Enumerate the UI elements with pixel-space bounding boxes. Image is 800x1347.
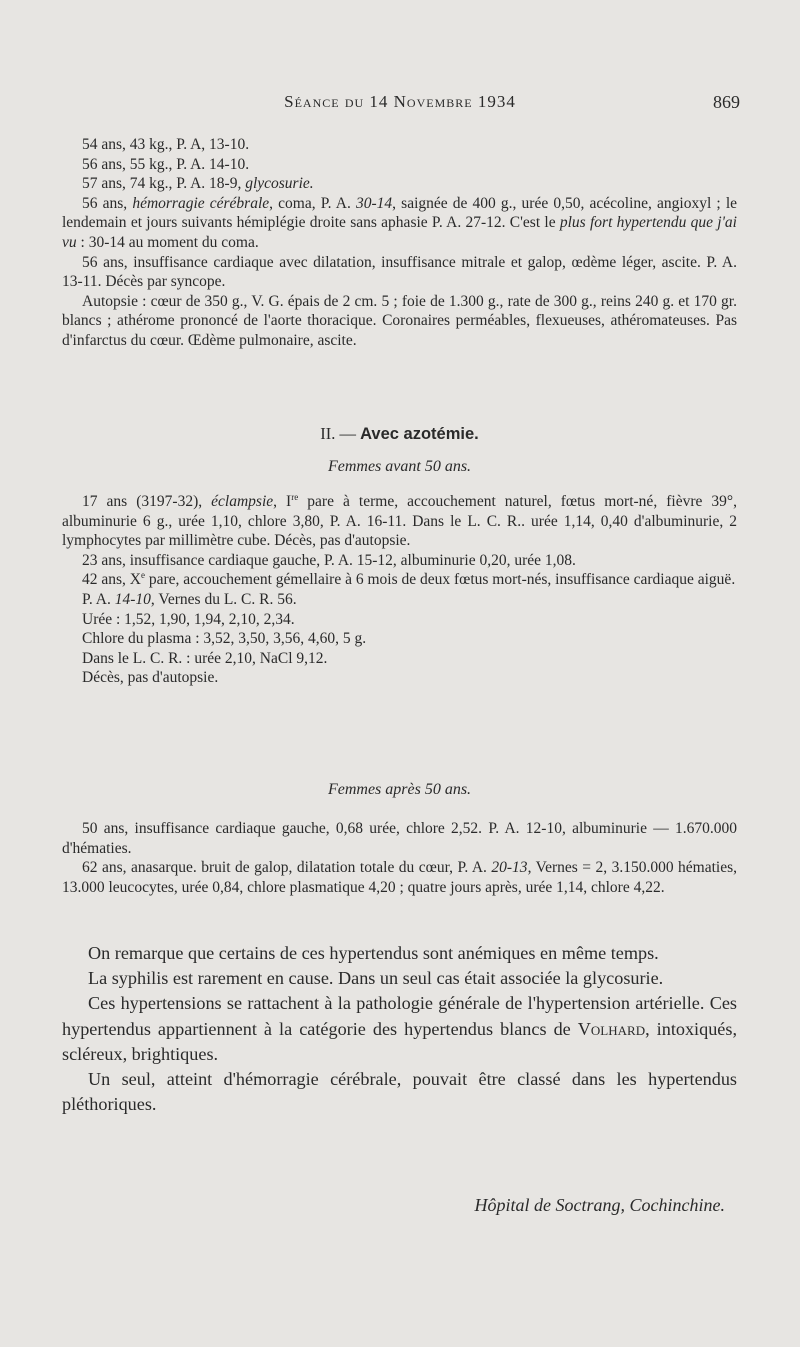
text: Décès, pas d'autopsie. <box>82 669 219 687</box>
paragraph <box>62 1067 737 1117</box>
subheading: Femmes avant 50 ans. <box>327 458 472 475</box>
paragraph <box>62 991 737 1067</box>
paragraph <box>62 135 737 155</box>
text: 57 ans, 74 kg., P. A. 18-9, <box>82 175 246 193</box>
paragraph <box>62 253 737 292</box>
text: Autopsie : cœur de 350 g., V. G. épais de 2 cm. 5 ; foie de 1.300 g., rate de 300 g., reins 240 g. et 170 gr. blancs ; athérome prononcé de l'aorte thoracique. Coronaires perméables, flexueuses, athéromateuses. Pas d'infarctus du cœur. Œdème pulmonaire, ascite. <box>62 292 737 349</box>
text: , coma, P. A. <box>269 194 356 212</box>
text: 23 ans, insuffisance cardiaque gauche, P. A. 15-12, albuminurie 0,20, urée 1,08. <box>82 551 576 569</box>
text: pare, accouchement gémellaire à 6 mois de deux fœtus mort-nés, insuffisance cardiaque aiguë. <box>144 571 736 589</box>
signature <box>62 1195 737 1216</box>
section-heading-block <box>62 424 737 444</box>
text: On remarque que certains de ces hypertendus sont anémiques en même temps. <box>88 943 659 963</box>
paragraph <box>62 941 737 966</box>
paragraph <box>62 292 737 351</box>
author-name: Volhard <box>577 1018 646 1039</box>
paragraph <box>62 966 737 991</box>
page-number: 869 <box>713 92 740 112</box>
section-heading <box>62 424 737 444</box>
paragraph <box>62 629 737 649</box>
subheading-block <box>62 458 737 476</box>
running-title: Séance du 14 Novembre 1934 <box>284 92 516 111</box>
subheading-block <box>62 781 737 799</box>
text: 56 ans, <box>82 194 133 212</box>
text: P. A. <box>82 590 115 608</box>
text: 62 ans, anasarque. bruit de galop, dilatation totale du cœur, P. A. <box>82 859 492 877</box>
text: Dans le L. C. R. : urée 2,10, NaCl 9,12. <box>82 649 328 667</box>
page-header <box>60 92 740 116</box>
subheading: Femmes après 50 ans. <box>327 781 472 798</box>
italic-text: 14-10 <box>114 590 151 608</box>
superscript: e <box>140 570 145 581</box>
text: 17 ans (3197-32), <box>82 493 212 510</box>
text: pare à terme, accouchement naturel, fœtus mort-né, fièvre 39°, albuminurie 6 g., urée 1,10, chlore 3,80, P. A. 16-11. Dans le L. C. R.. urée 1,14, 0,40 d'albuminurie, 2 lymphocytes par millimètre cube. Décès, pas d'autopsie. <box>62 493 737 550</box>
text: 50 ans, insuffisance cardiaque gauche, 0,68 urée, chlore 2,52. P. A. 12-10, albuminurie — 1.670.000 d'hématies. <box>62 820 737 857</box>
paragraph <box>62 858 737 897</box>
text: , I <box>273 493 292 510</box>
text: , Vernes = 2, 3.150.000 hématies, 13.000 leucocytes, urée 0,84, chlore plasmatique 4,20 ; quatre jours après, urée 1,14, chlore 4,22. <box>62 859 737 896</box>
case-list-women-after-50 <box>62 819 737 897</box>
paragraph <box>62 174 737 194</box>
text: , intoxiqués, scléreux, brightiques. <box>62 1018 737 1064</box>
text: : 30-14 au moment du coma. <box>76 233 259 251</box>
italic-text: 30-14 <box>356 194 393 212</box>
paragraph <box>62 668 737 688</box>
text: Hôpital de Soctrang <box>474 1195 621 1215</box>
paragraph <box>62 194 737 253</box>
text: 56 ans, insuffisance cardiaque avec dilatation, insuffisance mitrale et galop, œdème léger, ascite. P. A. 13-11. Décès par syncope. <box>62 253 737 291</box>
paragraph <box>62 551 737 571</box>
text: 54 ans, 43 kg., P. A, 13-10. <box>82 136 250 153</box>
italic-text: 20-13 <box>491 859 528 877</box>
italic-text: plus fort hypertendu que j'ai vu <box>62 214 737 251</box>
superscript: re <box>291 492 299 502</box>
text: , Vernes du L. C. R. 56. <box>150 590 297 608</box>
case-list-women-before-50 <box>62 492 737 688</box>
paragraph <box>62 570 737 590</box>
text: 42 ans, X <box>82 571 141 589</box>
text: , saignée de 400 g., urée 0,50, acécoline, angioxyl ; le lendemain et jours suivants hémiplégie droite sans aphasie P. A. 27-12. C'est le <box>62 194 738 232</box>
paragraph <box>62 155 737 175</box>
paragraph <box>62 610 737 630</box>
section-number: II. — <box>320 424 361 443</box>
paragraph <box>62 492 737 551</box>
paragraph <box>62 649 737 669</box>
conclusion-text <box>62 941 737 1117</box>
text: Urée : 1,52, 1,90, 1,94, 2,10, 2,34. <box>82 610 295 628</box>
paragraph <box>62 590 737 610</box>
paragraph <box>62 819 737 858</box>
text: La syphilis est rarement en cause. Dans un seul cas était associée la glycosurie. <box>88 968 664 989</box>
text: Un seul, atteint d'hémorragie cérébrale, pouvait être classé dans les hypertendus pléthoriques. <box>62 1069 737 1115</box>
text: Chlore du plasma : 3,52, 3,50, 3,56, 4,60, 5 g. <box>82 630 367 648</box>
italic-text: glycosurie. <box>245 175 314 193</box>
italic-text: éclampsie <box>211 493 274 510</box>
text: Cochinchine. <box>629 1195 725 1215</box>
text: , <box>620 1195 630 1215</box>
signature-block <box>62 1195 737 1216</box>
text: Ces hypertensions se rattachent à la pathologie générale de l'hypertension artérielle. Ces hypertendus appartiennent à la catégorie des hypertendus blancs de <box>62 993 737 1039</box>
case-list-hypertension <box>62 135 737 351</box>
text: 56 ans, 55 kg., P. A. 14-10. <box>82 155 250 173</box>
italic-text: hémorragie cérébrale <box>132 194 270 212</box>
section-title: Avec azotémie. <box>360 425 479 443</box>
